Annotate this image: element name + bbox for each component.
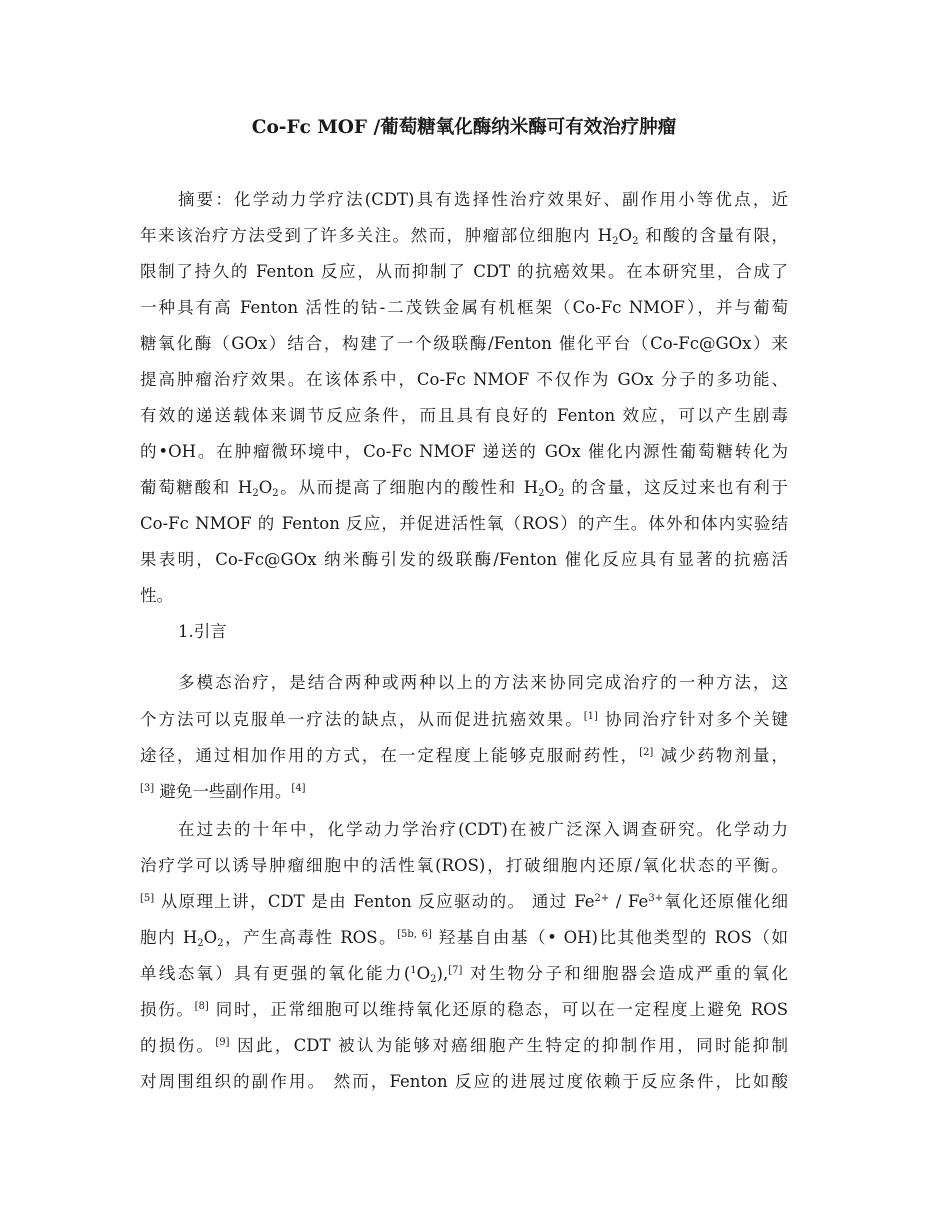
text-line: 的•OH。在肿瘤微环境中，Co-Fc NMOF 递送的 GOx 催化内源性葡萄糖转化为 xyxy=(140,442,788,461)
text-line: 损伤。[8] 同时，正常细胞可以维持氧化还原的稳态，可以在一定程度上避免 ROS xyxy=(140,1000,788,1019)
text-line: 在过去的十年中，化学动力学治疗(CDT)在被广泛深入调查研究。化学动力 xyxy=(178,820,788,839)
text-line: 治疗学可以诱导肿瘤细胞中的活性氧(ROS)，打破细胞内还原/氧化状态的平衡。 xyxy=(140,856,788,875)
text-line: 途径，通过相加作用的方式，在一定程度上能够克服耐药性，[2] 减少药物剂量， xyxy=(140,746,788,765)
text-line: [3] 避免一些副作用。[4] xyxy=(140,782,306,801)
text-line: 摘要：化学动力学疗法(CDT)具有选择性治疗效果好、副作用小等优点，近 xyxy=(178,190,788,209)
text-line: 果表明，Co-Fc@GOx 纳米酶引发的级联酶/Fenton 催化反应具有显著的抗癌活 xyxy=(140,550,788,569)
text-line: 多模态治疗，是结合两种或两种以上的方法来协同完成治疗的一种方法，这 xyxy=(178,673,788,692)
text-line: 胞内 $H_2O_2$，产生高毒性 ROS。[5b, 6] 羟基自由基（• OH)比其他类型的 ROS（如 xyxy=(140,928,788,949)
text-line: 糖氧化酶（GOx）结合，构建了一个级联酶/Fenton 催化平台（Co-Fc@GOx）来 xyxy=(140,334,788,353)
text-line: 对周围组织的副作用。 然而，Fenton 反应的进展过度依赖于反应条件，比如酸 xyxy=(140,1072,788,1091)
text-line: 一种具有高 Fenton 活性的钴-二茂铁金属有机框架（Co-Fc NMOF），并与葡萄 xyxy=(140,298,788,317)
text-line: Co-Fc NMOF 的 Fenton 反应，并促进活性氧（ROS）的产生。体外和体内实验结 xyxy=(140,514,788,533)
text-line: 限制了持久的 Fenton 反应，从而抑制了 CDT 的抗癌效果。在本研究里，合成了 xyxy=(140,262,788,281)
section-heading: 1.引言 xyxy=(178,622,227,641)
text-line: 年来该治疗方法受到了许多关注。然而，肿瘤部位细胞内 $H_2O_2$ 和酸的含量有限， xyxy=(140,226,788,247)
text-line: 葡萄糖酸和 $H_2O_2$。从而提高了细胞内的酸性和 $H_2O_2$ 的含量，这反过来也有利于 xyxy=(140,478,788,499)
text-line: 单线态氧）具有更强的氧化能力$(^1O_2),[7]$ 对生物分子和细胞器会造成严重的氧化 xyxy=(140,964,788,985)
text-line: [5] 从原理上讲，CDT 是由 Fenton 反应驱动的。 通过 $Fe^{2+} / Fe^{3+}$氧化还原催化细 xyxy=(140,892,788,911)
text-line: 提高肿瘤治疗效果。在该体系中，Co-Fc NMOF 不仅作为 GOx 分子的多功能、 xyxy=(140,370,788,389)
text-line: 性。 xyxy=(140,586,173,605)
text-line: 个方法可以克服单一疗法的缺点，从而促进抗癌效果。[1] 协同治疗针对多个关键 xyxy=(140,710,788,729)
text-line: 有效的递送载体来调节反应条件，而且具有良好的 Fenton 效应，可以产生剧毒 xyxy=(140,406,788,425)
document-title: Co-Fc MOF /葡萄糖氧化酶纳米酶可有效治疗肿瘤 xyxy=(251,117,677,138)
text-line: 的损伤。[9] 因此，CDT 被认为能够对癌细胞产生特定的抑制作用，同时能抑制 xyxy=(140,1036,788,1055)
